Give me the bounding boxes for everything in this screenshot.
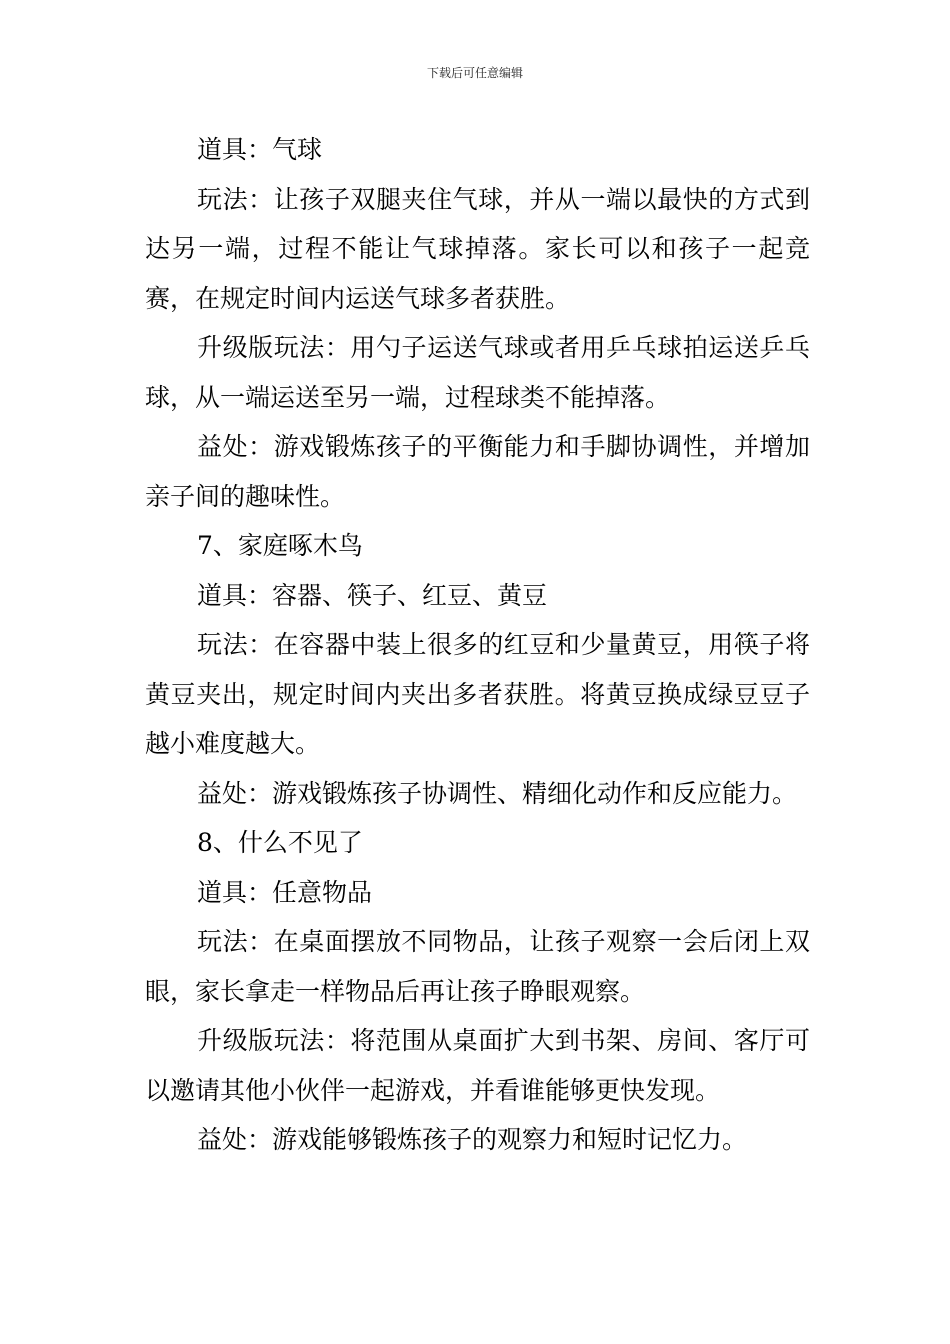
props-missing: 道具：任意物品 bbox=[197, 877, 373, 907]
advanced-gameplay-balloon: 升级版玩法：用勺子运送气球或者用乒乓球拍运送乒乓球，从一端运送至另一端，过程球类不能掉落。 bbox=[145, 333, 810, 412]
props-woodpecker: 道具：容器、筷子、红豆、黄豆 bbox=[197, 580, 548, 610]
benefit-woodpecker: 益处：游戏锻炼孩子协调性、精细化动作和反应能力。 bbox=[197, 778, 798, 808]
gameplay-woodpecker: 玩法：在容器中装上很多的红豆和少量黄豆，用筷子将黄豆夹出，规定时间内夹出多者获胜。将黄豆换成绿豆豆子越小难度越大。 bbox=[145, 630, 810, 758]
document-body bbox=[145, 125, 810, 1165]
section-heading-missing: 8、什么不见了 bbox=[197, 828, 363, 857]
props-balloon: 道具：气球 bbox=[197, 135, 323, 164]
benefit-missing: 益处：游戏能够锻炼孩子的观察力和短时记忆力。 bbox=[197, 1125, 748, 1154]
gameplay-balloon: 玩法：让孩子双腿夹住气球，并从一端以最快的方式到达另一端，过程不能让气球掉落。家长可以和孩子一起竞赛，在规定时间内运送气球多者获胜。 bbox=[145, 184, 810, 313]
advanced-gameplay-missing: 升级版玩法：将范围从桌面扩大到书架、房间、客厅可以邀请其他小伙伴一起游戏，并看谁能够更快发现。 bbox=[145, 1026, 810, 1105]
section-heading-woodpecker: 7、家庭啄木鸟 bbox=[197, 531, 363, 560]
benefit-balloon: 益处：游戏锻炼孩子的平衡能力和手脚协调性，并增加亲子间的趣味性。 bbox=[145, 432, 810, 511]
gameplay-missing: 玩法：在桌面摆放不同物品，让孩子观察一会后闭上双眼，家长拿走一样物品后再让孩子睁眼观察。 bbox=[145, 927, 810, 1006]
page-header: 下载后可任意编辑 bbox=[426, 66, 523, 80]
